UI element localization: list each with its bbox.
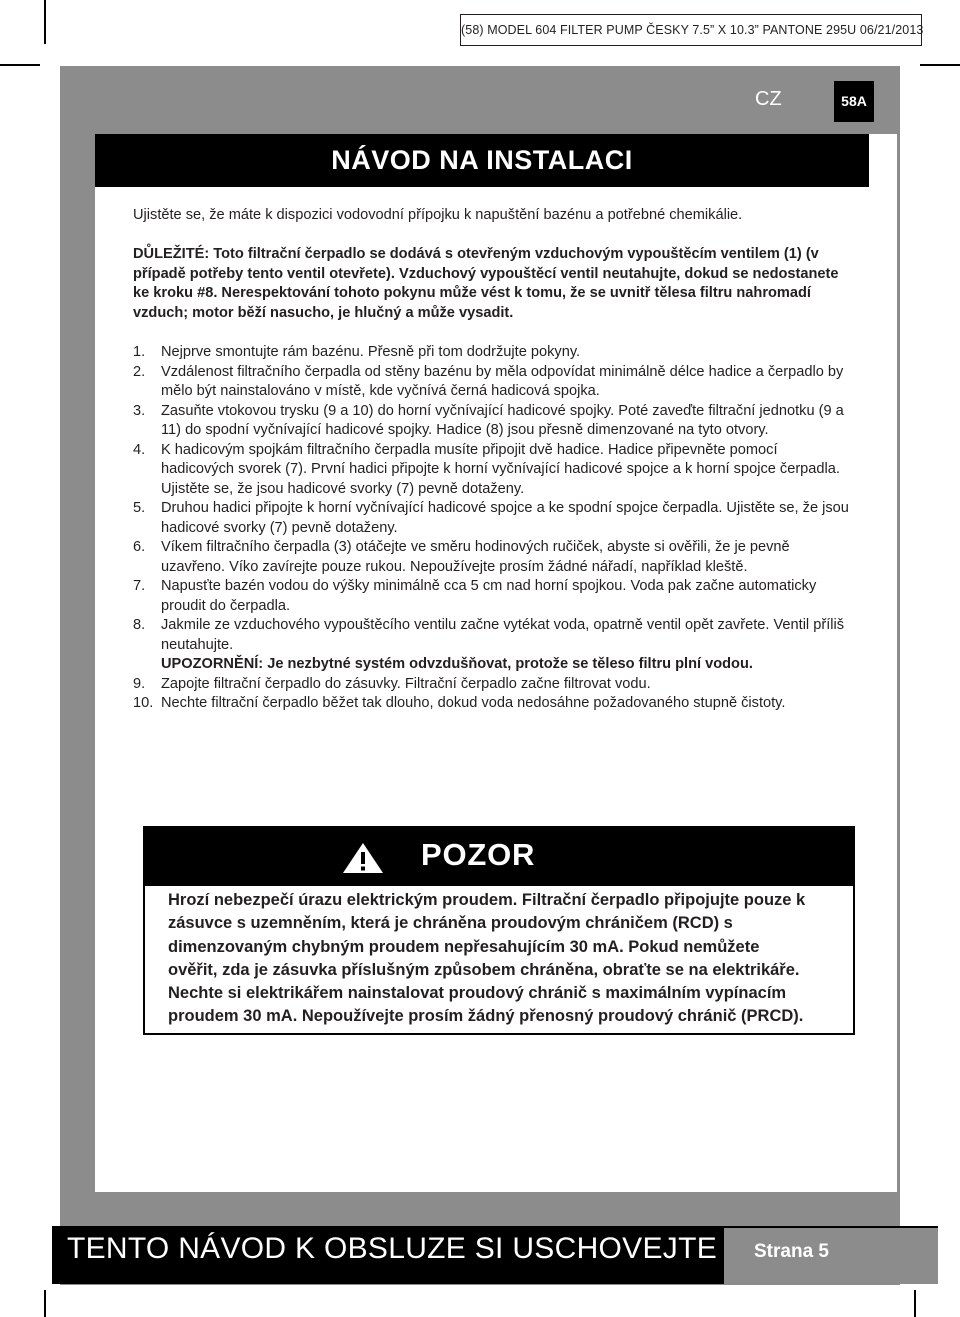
step-text: Nechte filtrační čerpadlo běžet tak dlouho, dokud voda nedosáhne požadovaného stupně čistoty. (161, 695, 786, 711)
important-notice: DŮLEŽITÉ: Toto filtrační čerpadlo se dodává s otevřeným vzduchovým vypouštěcím ventilem (1) (v případě potřeby tento ventil otevřete). Vzduchový vypouštěcí ventil neutahujte, dokud se nedostanete ke kroku #8. Nerespektování tohoto pokynu může vést k tomu, že se uvnitř tělesa filtru nahromadí vzduch; motor běží nasucho, je hlučný a může vysadit. (133, 246, 839, 321)
step-text: Zapojte filtrační čerpadlo do zásuvky. Filtrační čerpadlo začne filtrovat vodu. (161, 675, 651, 692)
page-number-box (724, 1228, 938, 1284)
crop-mark (44, 0, 46, 44)
list-item (133, 343, 853, 363)
list-item (133, 538, 853, 577)
crop-mark (44, 1290, 46, 1317)
list-item (133, 616, 853, 675)
step-number: 9. (133, 675, 146, 692)
warning-triangle-icon (341, 841, 385, 875)
step-text: Víkem filtračního čerpadla (3) otáčejte ve směru hodinových ručiček, abyste si ověřili, že je pevně uzavřeno. Víko zavírejte pouze rukou. Nepoužívejte prosím žádné nářadí, například kleště. (161, 539, 790, 575)
step-number: 6. (133, 539, 146, 555)
step-number: 1. (133, 344, 146, 360)
step-number: 7. (133, 578, 146, 594)
print-header: (58) MODEL 604 FILTER PUMP ČESKY 7.5” X 10.3” PANTONE 295U 06/21/2013 (460, 14, 922, 46)
step-number: 2. (133, 363, 146, 380)
step-text: Druhou hadici připojte k horní vyčnívající hadicové spojce a ke spodní spojce čerpadla. Ujistěte se, že jsou hadicové svorky (7) pevně dotaženy. (161, 500, 849, 536)
step-number: 10. (133, 695, 154, 711)
list-item (133, 499, 853, 538)
list-item (133, 402, 853, 441)
list-item (133, 694, 853, 714)
step-text: Zasuňte vtokovou trysku (9 a 10) do horní vyčnívající hadicové spojky. Poté zaveďte filtrační jednotku (9 a 11) do spodní vyčnívající hadicové spojky. Hadice (8) jsou přesně dimenzované na tyto otvory. (161, 402, 844, 438)
crop-mark (914, 1290, 916, 1317)
step-number: 5. (133, 500, 146, 516)
crop-mark (920, 64, 960, 66)
step-number: 3. (133, 402, 146, 419)
list-item (133, 577, 853, 616)
step-text: K hadicovým spojkám filtračního čerpadla musíte připojit dvě hadice. Hadice připevněte pomocí hadicových svorek (7). První hadici připojte k horní vyčnívající hadicové spojce a k horní spojce čerpadla. Ujistěte se, že jsou hadicové svorky (7) pevně dotaženy. (161, 441, 840, 497)
warning-title: POZOR (421, 837, 536, 872)
crop-mark (0, 64, 40, 66)
warning-header (143, 826, 855, 886)
intro-text: Ujistěte se, že máte k dispozici vodovodní přípojku k napuštění bazénu a potřebné chemikálie. (133, 207, 743, 223)
page-number: Strana 5 (754, 1241, 829, 1262)
page-tab: 58A (834, 81, 874, 122)
step-number: 4. (133, 441, 146, 458)
warning-text: Hrozí nebezpečí úrazu elektrickým proudem. Filtrační čerpadlo připojujte pouze k zásuvce s uzemněním, která je chráněna proudovým chráničem (RCD) s dimenzovaným chybným proudem nepřesahujícím 30 mA. Pokud nemůžete ověřit, zda je zásuvka příslušným způsobem chráněna, obraťte se na elektrikáře. Nechte si elektrikářem nainstalovat proudový chránič s maximálním vypínacím proudem 30 mA. Nepoužívejte prosím žádný přenosný proudový chránič (PRCD). (168, 891, 806, 1026)
footer-text: TENTO NÁVOD K OBSLUZE SI USCHOVEJTE (66, 1232, 718, 1265)
list-item (133, 363, 853, 402)
list-item (133, 441, 853, 500)
list-item (133, 675, 853, 695)
instruction-steps (133, 343, 853, 714)
language-code: CZ (755, 88, 782, 110)
step-text: Napusťte bazén vodou do výšky minimálně cca 5 cm nad horní spojkou. Voda pak začne automaticky proudit do čerpadla. (161, 578, 817, 614)
page-title: NÁVOD NA INSTALACI (95, 134, 869, 187)
step-text: Vzdálenost filtračního čerpadla od stěny bazénu by měla odpovídat minimálně délce hadice a čerpadlo by mělo být nainstalováno v místě, kde vyčnívá černá hadicová spojka. (161, 363, 844, 399)
step-text: Nejprve smontujte rám bazénu. Přesně při tom dodržujte pokyny. (161, 344, 581, 360)
step-warning-note: UPOZORNĚNÍ: Je nezbytné systém odvzdušňovat, protože se těleso filtru plní vodou. (161, 656, 753, 672)
step-number: 8. (133, 617, 146, 633)
step-text: Jakmile ze vzduchového vypouštěcího ventilu začne vytékat voda, opatrně ventil opět zavřete. Ventil příliš neutahujte. (161, 617, 845, 653)
